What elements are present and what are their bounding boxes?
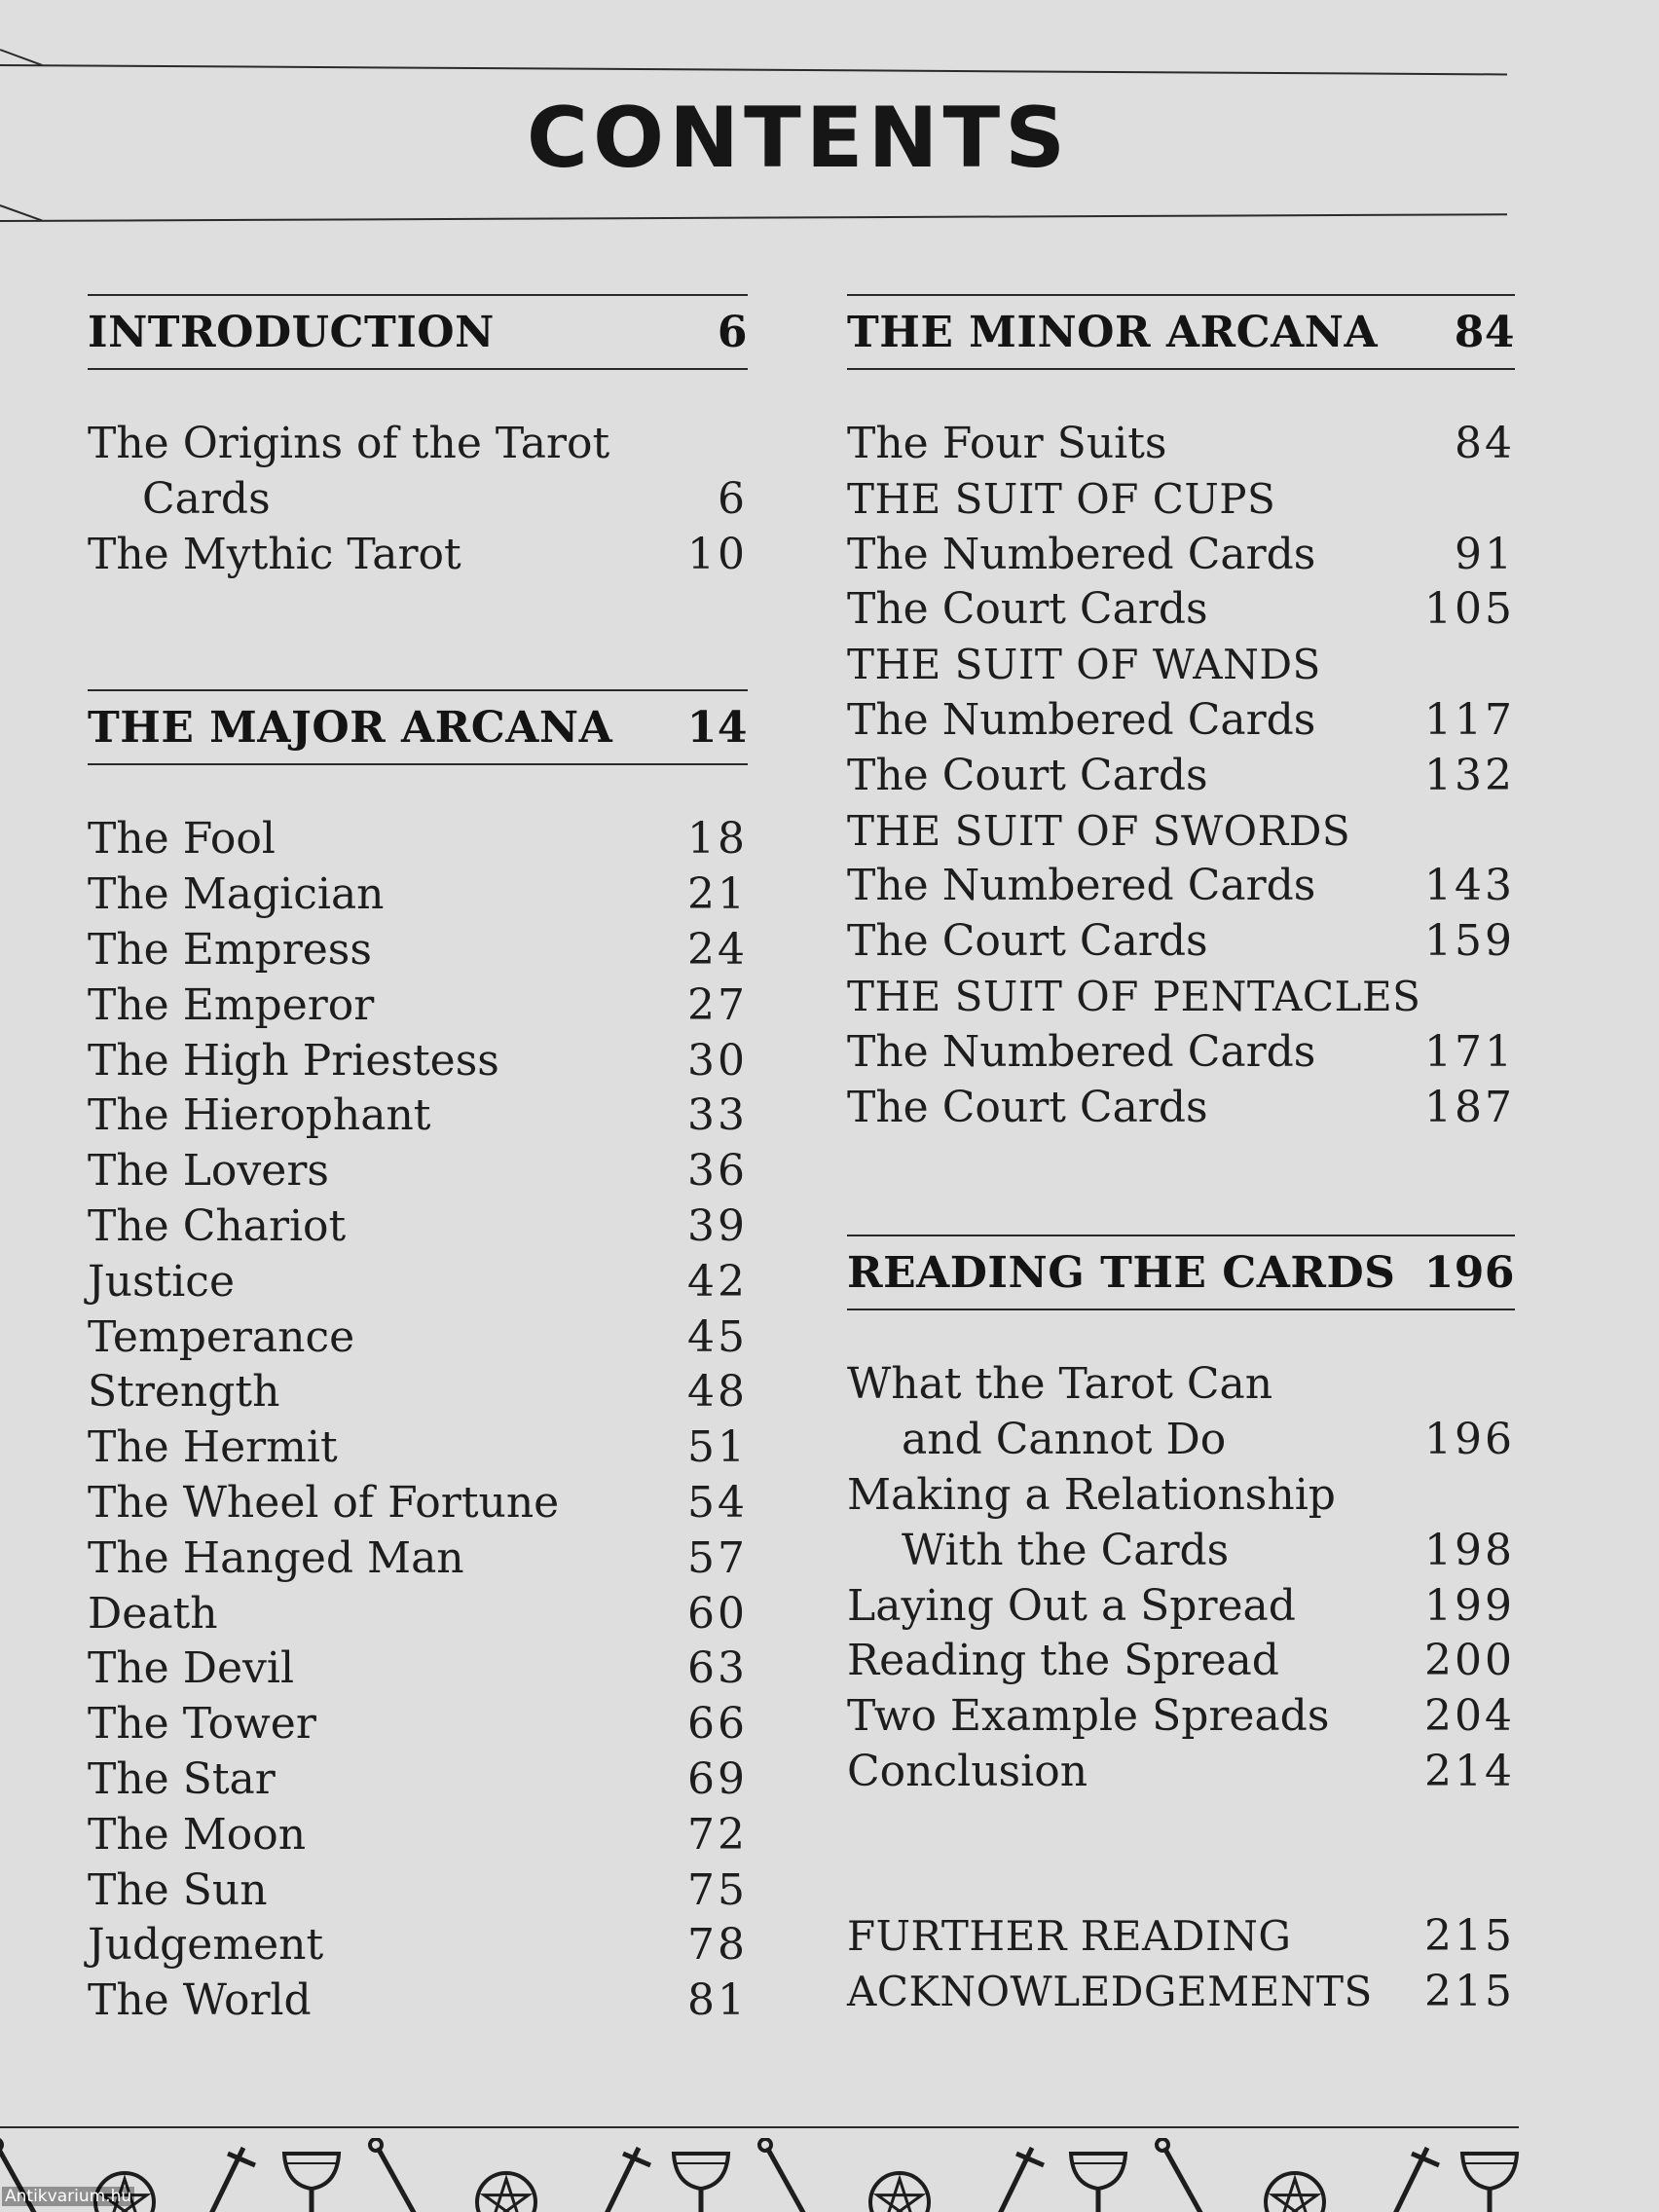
cup-icon	[1071, 2154, 1125, 2212]
entry-page: 6	[718, 473, 748, 524]
pentacle-icon	[1266, 2173, 1324, 2212]
toc-entry[interactable]	[847, 638, 1515, 693]
entry-page: 132	[1424, 750, 1515, 800]
entry-title: The Moon	[88, 1809, 307, 1860]
entry-page: 36	[687, 1146, 748, 1197]
toc-entry[interactable]	[847, 1081, 1515, 1136]
entry-title: and Cannot Do	[902, 1415, 1227, 1465]
left-column	[88, 294, 748, 2029]
toc-entry[interactable]	[847, 528, 1515, 583]
toc-entry[interactable]	[88, 1420, 748, 1476]
pentacle-icon	[477, 2173, 535, 2212]
toc-entry[interactable]	[847, 1413, 1515, 1468]
entry-page: 215	[1424, 1966, 1515, 2016]
toc-entry[interactable]	[847, 970, 1515, 1025]
watermark: Antikvarium.hu	[2, 2187, 134, 2206]
entry-title: Conclusion	[847, 1746, 1088, 1796]
toc-entry[interactable]	[88, 528, 748, 583]
toc-entry[interactable]	[847, 1909, 1515, 1965]
toc-entry[interactable]	[88, 812, 748, 867]
section-heading-title: READING THE CARDS	[847, 1247, 1396, 1298]
section-heading-title: INTRODUCTION	[88, 307, 495, 357]
entry-title: The Numbered Cards	[847, 1026, 1316, 1077]
entry-page: 214	[1424, 1746, 1515, 1796]
entry-title: The World	[88, 1975, 312, 2026]
toc-entry[interactable]	[88, 1697, 748, 1752]
toc-entry[interactable]	[88, 867, 748, 923]
section-reading-the-cards	[847, 1235, 1515, 1799]
entry-page: 27	[687, 979, 748, 1030]
entry-title: The Empress	[88, 924, 372, 975]
toc-entry[interactable]	[847, 804, 1515, 860]
entry-page: 78	[687, 1920, 748, 1971]
entry-title: What the Tarot Can	[847, 1359, 1273, 1410]
wand-icon	[370, 2139, 417, 2212]
entry-list	[847, 1909, 1515, 2020]
entry-title: The Hanged Man	[88, 1532, 464, 1583]
section-heading	[88, 689, 748, 765]
entry-list	[847, 417, 1515, 1135]
toc-entry[interactable]	[88, 1752, 748, 1808]
entry-title: The Court Cards	[847, 916, 1208, 967]
toc-entry[interactable]	[88, 1973, 748, 2029]
toc-entry[interactable]	[847, 1745, 1515, 1800]
entry-title: The Court Cards	[847, 750, 1208, 800]
entry-title: Laying Out a Spread	[847, 1580, 1296, 1631]
entry-page: 81	[687, 1975, 748, 2026]
entry-title: The Tower	[88, 1699, 316, 1750]
section-heading-title: THE MINOR ARCANA	[847, 307, 1379, 357]
toc-entry[interactable]	[88, 1365, 748, 1420]
toc-entry[interactable]	[847, 1689, 1515, 1745]
sword-icon	[208, 2148, 255, 2212]
toc-entry[interactable]	[88, 1199, 748, 1255]
entry-page: 51	[687, 1422, 748, 1473]
entry-page: 143	[1424, 861, 1515, 911]
entry-title: The Numbered Cards	[847, 694, 1316, 745]
page-title: CONTENTS	[526, 90, 1071, 187]
toc-entry[interactable]	[847, 1468, 1515, 1524]
entry-title: Judgement	[88, 1920, 324, 1971]
entry-title: Temperance	[88, 1311, 355, 1362]
toc-entry[interactable]	[88, 1310, 748, 1366]
footer-motif-border	[0, 2138, 1659, 2212]
entry-title: Two Example Spreads	[847, 1691, 1330, 1742]
section-heading-page: 14	[686, 702, 748, 753]
toc-entry[interactable]	[88, 1088, 748, 1144]
entry-title: THE SUIT OF CUPS	[847, 474, 1276, 523]
section-heading-page: 84	[1454, 307, 1515, 357]
entry-title: The Origins of the Tarot	[88, 419, 610, 468]
wand-icon	[1157, 2139, 1203, 2212]
entry-title: Cards	[142, 473, 271, 524]
entry-page: 66	[687, 1699, 748, 1750]
toc-entry[interactable]	[847, 1025, 1515, 1081]
entry-page: 171	[1424, 1026, 1515, 1077]
toc-entry[interactable]	[88, 417, 748, 472]
cup-icon	[1462, 2154, 1517, 2212]
entry-page: 84	[1455, 419, 1515, 468]
entry-title: The Hierophant	[88, 1090, 431, 1141]
entry-page: 199	[1424, 1580, 1515, 1631]
entry-page: 75	[687, 1864, 748, 1915]
entry-page: 204	[1424, 1691, 1515, 1742]
entry-title: The Court Cards	[847, 584, 1208, 635]
toc-entry[interactable]	[88, 1476, 748, 1531]
entry-page: 24	[687, 924, 748, 975]
entry-title: The Four Suits	[847, 419, 1167, 468]
entry-page: 33	[687, 1090, 748, 1141]
entry-title: The Star	[88, 1753, 276, 1804]
entry-title: With the Cards	[902, 1525, 1230, 1575]
entry-page: 105	[1424, 584, 1515, 635]
toc-entry[interactable]	[847, 472, 1515, 528]
toc-entry[interactable]	[847, 859, 1515, 914]
entry-page: 57	[687, 1532, 748, 1583]
entry-title: Making a Relationship	[847, 1469, 1336, 1520]
toc-entry[interactable]	[847, 417, 1515, 472]
toc-entry[interactable]	[88, 1808, 748, 1863]
wand-icon	[759, 2139, 806, 2212]
entry-title: The Magician	[88, 869, 385, 920]
toc-entry[interactable]	[847, 1524, 1515, 1579]
entry-title: The Devil	[88, 1643, 295, 1694]
entry-title: The Mythic Tarot	[88, 529, 461, 579]
entry-list	[847, 1357, 1515, 1799]
title-bottom-rule	[0, 213, 1507, 222]
entry-page: 30	[687, 1035, 748, 1086]
toc-entry[interactable]	[88, 1144, 748, 1199]
entry-title: THE SUIT OF WANDS	[847, 641, 1321, 689]
entry-title: The Wheel of Fortune	[88, 1477, 560, 1528]
entry-title: Justice	[88, 1256, 235, 1307]
sword-icon	[997, 2148, 1044, 2212]
entry-title: THE SUIT OF PENTACLES	[847, 972, 1421, 1020]
entry-title: Strength	[88, 1367, 280, 1418]
footer-rule	[0, 2126, 1519, 2128]
entry-title: ACKNOWLEDGEMENTS	[847, 1967, 1373, 2015]
toc-entry[interactable]	[847, 914, 1515, 970]
section-minor-arcana	[847, 294, 1515, 1135]
entry-page: 63	[687, 1643, 748, 1694]
toc-entry[interactable]	[88, 1255, 748, 1310]
toc-entry[interactable]	[88, 1918, 748, 1973]
entry-title: Reading the Spread	[847, 1636, 1279, 1686]
toc-entry[interactable]	[88, 1531, 748, 1587]
entry-page: 215	[1424, 1910, 1515, 1961]
entry-title: The Sun	[88, 1864, 268, 1915]
toc-entry[interactable]	[847, 693, 1515, 749]
entry-page: 72	[687, 1809, 748, 1860]
section-heading	[88, 294, 748, 370]
entry-page: 91	[1455, 529, 1515, 579]
entry-list	[88, 812, 748, 2029]
right-column	[847, 294, 1515, 2019]
entry-page: 198	[1424, 1525, 1515, 1575]
cup-icon	[284, 2154, 339, 2212]
entry-page: 60	[687, 1588, 748, 1639]
entry-page: 39	[687, 1200, 748, 1251]
entry-page: 196	[1424, 1415, 1515, 1465]
section-heading	[847, 1235, 1515, 1310]
toc-entry[interactable]	[847, 1579, 1515, 1635]
entry-title: Death	[88, 1588, 218, 1639]
entry-page: 48	[687, 1367, 748, 1418]
entry-page: 42	[687, 1256, 748, 1307]
cup-icon	[674, 2154, 728, 2212]
section-heading-page: 196	[1423, 1247, 1515, 1298]
section-heading-page: 6	[717, 307, 748, 357]
entry-title: The Court Cards	[847, 1082, 1208, 1132]
entry-page: 18	[687, 814, 748, 865]
entry-page: 117	[1424, 694, 1515, 745]
section-heading	[847, 294, 1515, 370]
entry-page: 21	[687, 869, 748, 920]
toc-entry[interactable]	[847, 1965, 1515, 2020]
sword-icon	[1392, 2148, 1439, 2212]
toc-entry[interactable]	[847, 1357, 1515, 1413]
entry-page: 187	[1424, 1082, 1515, 1132]
toc-entry[interactable]	[88, 1863, 748, 1919]
section-major-arcana	[88, 689, 748, 2029]
pentacle-icon	[870, 2173, 929, 2212]
section-heading-title: THE MAJOR ARCANA	[88, 702, 613, 753]
entry-title: The Emperor	[88, 979, 375, 1030]
entry-title: The Chariot	[88, 1200, 347, 1251]
toc-entry[interactable]	[88, 1034, 748, 1089]
entry-title: The Numbered Cards	[847, 861, 1316, 911]
entry-page: 45	[687, 1311, 748, 1362]
toc-entry[interactable]	[847, 1634, 1515, 1689]
toc-entry[interactable]	[847, 749, 1515, 804]
entry-title: The Numbered Cards	[847, 529, 1316, 579]
entry-title: THE SUIT OF SWORDS	[847, 806, 1351, 855]
title-top-rule	[0, 64, 1507, 75]
toc-entry[interactable]	[88, 1587, 748, 1642]
toc-entry[interactable]	[847, 582, 1515, 638]
entry-page: 54	[687, 1477, 748, 1528]
entry-title: The Hermit	[88, 1422, 338, 1473]
entry-title: The High Priestess	[88, 1035, 499, 1086]
toc-entry[interactable]	[88, 978, 748, 1034]
entry-page: 69	[687, 1753, 748, 1804]
entry-page: 159	[1424, 916, 1515, 967]
entry-title: The Lovers	[88, 1146, 329, 1197]
entry-title: FURTHER READING	[847, 1911, 1292, 1960]
section-introduction	[88, 294, 748, 582]
entry-title: The Fool	[88, 814, 276, 865]
entry-page: 200	[1424, 1636, 1515, 1686]
sword-icon	[604, 2148, 650, 2212]
entry-list	[88, 417, 748, 582]
toc-entry[interactable]	[88, 1641, 748, 1697]
toc-entry[interactable]	[88, 923, 748, 978]
toc-entry[interactable]	[88, 472, 748, 528]
section-back-matter	[847, 1909, 1515, 2020]
entry-page: 10	[687, 529, 748, 579]
